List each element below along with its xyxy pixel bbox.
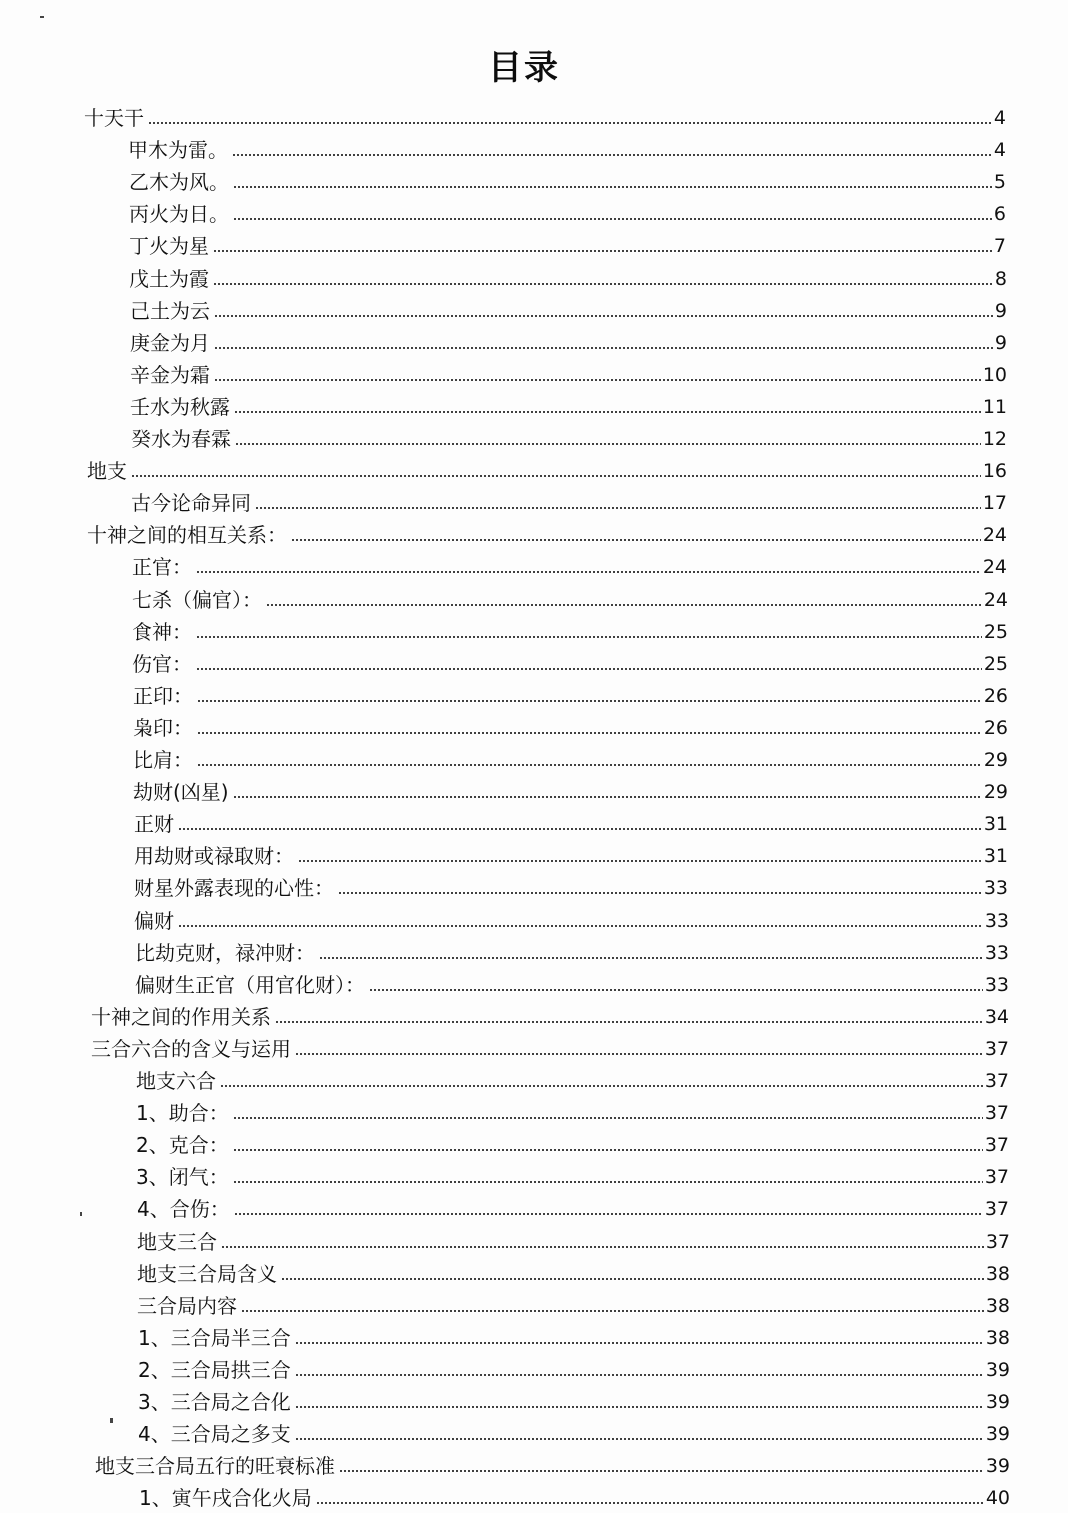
dot-leader: [275, 1018, 983, 1024]
dot-leader: [197, 761, 982, 767]
toc-entry-page-number: 29: [983, 781, 1008, 804]
dot-leader: [295, 1371, 984, 1377]
toc-entry-page-number: 33: [983, 877, 1008, 900]
toc-entry-label: 劫财(凶星): [133, 780, 229, 805]
toc-entry-label: 十神之间的相互关系：: [87, 523, 287, 548]
toc-entry-page-number: 33: [984, 941, 1009, 964]
dot-leader: [178, 825, 982, 831]
toc-entry-label: 1、三合局半三合: [138, 1325, 291, 1350]
toc-entry-label: 地支三合局含义: [137, 1261, 277, 1286]
toc-entry-label: 伤官：: [132, 651, 192, 676]
dot-leader: [178, 922, 983, 928]
toc-entry-label: 比劫克财，禄冲财：: [135, 940, 315, 965]
scan-speck: [40, 16, 44, 18]
toc-entry[interactable]: [130, 355, 1007, 387]
toc-entry[interactable]: [129, 194, 1006, 226]
toc-entry-label: 4、合伤：: [137, 1197, 230, 1222]
dot-leader: [214, 344, 993, 350]
toc-entry[interactable]: [129, 259, 1007, 291]
toc-entry[interactable]: [95, 1446, 1010, 1478]
toc-entry[interactable]: [132, 612, 1008, 644]
toc-entry[interactable]: [138, 1350, 1010, 1382]
dot-leader: [295, 1435, 984, 1441]
toc-entry-page-number: 38: [985, 1326, 1010, 1349]
dot-leader: [220, 1082, 983, 1088]
toc-entry-page-number: 26: [983, 684, 1008, 707]
dot-leader: [339, 1467, 984, 1473]
toc-entry-label: 正官：: [132, 555, 192, 580]
toc-entry-page-number: 31: [983, 813, 1008, 836]
dot-leader: [234, 408, 981, 414]
toc-entry[interactable]: [136, 1093, 1009, 1125]
toc-entry-page-number: 37: [984, 1070, 1009, 1092]
toc-entry[interactable]: [131, 483, 1007, 515]
dot-leader: [234, 1210, 983, 1216]
toc-entry-page-number: 11: [982, 395, 1007, 418]
scan-speck: [110, 1418, 113, 1423]
toc-entry[interactable]: [133, 740, 1008, 772]
toc-entry-page-number: 39: [985, 1455, 1010, 1478]
toc-entry[interactable]: [129, 162, 1006, 194]
toc-entry[interactable]: [138, 1318, 1010, 1350]
toc-entry[interactable]: [91, 997, 1009, 1029]
toc-entry[interactable]: [136, 1157, 1009, 1189]
dot-leader: [197, 697, 982, 703]
toc-entry[interactable]: [84, 98, 1006, 130]
toc-entry-page-number: 37: [984, 1198, 1009, 1221]
toc-entry-label: 己土为云: [130, 298, 210, 323]
dot-leader: [369, 986, 983, 992]
toc-entry[interactable]: [137, 1222, 1010, 1254]
toc-entry[interactable]: [138, 1414, 1010, 1446]
dot-leader: [281, 1275, 984, 1281]
page-title: 目录: [488, 48, 560, 88]
toc-entry[interactable]: [134, 836, 1008, 868]
toc-entry-label: 正财: [134, 812, 174, 837]
toc-entry-page-number: 37: [985, 1230, 1010, 1253]
toc-entry-page-number: 25: [983, 620, 1008, 643]
toc-entry-page-number: 26: [983, 716, 1008, 739]
toc-entry-page-number: 40: [985, 1487, 1010, 1510]
dot-leader: [295, 1403, 984, 1409]
toc-entry[interactable]: [137, 1254, 1010, 1286]
dot-leader: [233, 183, 992, 189]
toc-entry-label: 4、三合局之多支: [138, 1422, 291, 1447]
toc-entry-page-number: 38: [985, 1262, 1010, 1285]
toc-entry-label: 用劫财或禄取财：: [134, 844, 294, 869]
toc-entry[interactable]: [134, 804, 1008, 836]
toc-entry-label: 十天干: [84, 106, 144, 130]
toc-entry-page-number: 8: [994, 267, 1007, 290]
toc-entry[interactable]: [132, 644, 1008, 676]
dot-leader: [232, 151, 992, 157]
toc-entry-page-number: 24: [982, 556, 1007, 579]
toc-entry-page-number: 37: [984, 1166, 1009, 1189]
dot-leader: [291, 536, 981, 542]
toc-entry[interactable]: [138, 1382, 1010, 1414]
toc-entry-label: 2、克合：: [136, 1133, 229, 1158]
toc-entry-label: 庚金为月: [130, 330, 210, 355]
toc-entry-label: 比肩：: [133, 748, 193, 772]
toc-entry[interactable]: [87, 451, 1007, 483]
toc-entry-page-number: 10: [982, 363, 1007, 386]
dot-leader: [131, 472, 981, 478]
toc-entry-page-number: 17: [982, 492, 1007, 515]
toc-entry-page-number: 37: [984, 1102, 1009, 1125]
toc-entry[interactable]: [132, 547, 1007, 579]
dot-leader: [235, 440, 981, 446]
toc-entry[interactable]: [87, 515, 1007, 547]
toc-entry-page-number: 9: [994, 331, 1007, 354]
toc-entry-label: 财星外露表现的心性：: [134, 876, 334, 901]
toc-entry-page-number: 4: [993, 107, 1006, 129]
dot-leader: [233, 215, 992, 221]
dot-leader: [197, 729, 982, 735]
dot-leader: [295, 1339, 984, 1345]
toc-entry-label: 三合局内容: [137, 1293, 237, 1318]
dot-leader: [241, 1307, 984, 1313]
toc-entry-label: 3、三合局之合化: [138, 1390, 291, 1414]
toc-entry-label: 古今论命异同: [131, 491, 251, 516]
dot-leader: [233, 793, 982, 799]
toc-entry-label: 偏财生正官（用官化财）：: [135, 972, 365, 997]
toc-entry[interactable]: [136, 1125, 1009, 1157]
toc-entry-label: 偏财: [134, 908, 174, 933]
toc-entry-page-number: 5: [993, 171, 1006, 194]
toc-entry-label: 2、三合局拱三合: [138, 1357, 291, 1382]
toc-entry[interactable]: [130, 291, 1007, 323]
toc-entry-page-number: 37: [984, 1134, 1009, 1157]
toc-entry[interactable]: [136, 1061, 1009, 1093]
toc-entry-label: 丁火为星: [129, 234, 209, 259]
dot-leader: [213, 247, 992, 253]
dot-leader: [196, 633, 982, 639]
toc-entry[interactable]: [129, 226, 1006, 258]
toc-entry[interactable]: [133, 708, 1008, 740]
dot-leader: [233, 1146, 983, 1152]
toc-entry[interactable]: [91, 1029, 1009, 1061]
dot-leader: [196, 665, 982, 671]
toc-entry-label: 丙火为日。: [129, 202, 229, 227]
toc-entry[interactable]: [139, 1478, 1010, 1510]
dot-leader: [221, 1243, 984, 1249]
toc-entry-label: 3、闭气：: [136, 1165, 229, 1190]
toc-entry[interactable]: [131, 419, 1007, 451]
dot-leader: [214, 312, 993, 318]
toc-entry-label: 十神之间的作用关系: [91, 1004, 271, 1029]
toc-entry-label: 正印：: [133, 683, 193, 708]
toc-entry-page-number: 7: [993, 235, 1006, 258]
toc-entry[interactable]: [130, 387, 1007, 419]
toc-entry-label: 甲木为雷。: [128, 138, 228, 163]
toc-entry-label: 三合六合的含义与运用: [91, 1036, 291, 1061]
toc-entry-page-number: 38: [985, 1294, 1010, 1317]
dot-leader: [255, 504, 981, 510]
toc-entry-page-number: 24: [983, 588, 1008, 611]
toc-entry-label: 七杀（偏官）：: [132, 587, 262, 612]
toc-entry[interactable]: [134, 868, 1008, 900]
toc-entry[interactable]: [133, 676, 1008, 708]
toc-entry[interactable]: [135, 965, 1009, 997]
toc-entry-page-number: 6: [993, 203, 1006, 226]
toc-entry-label: 食神：: [132, 619, 192, 644]
toc-entry-page-number: 37: [984, 1037, 1009, 1060]
toc-entry-label: 1、助合：: [136, 1101, 229, 1126]
toc-entry-page-number: 33: [984, 909, 1009, 932]
toc-entry[interactable]: [134, 901, 1009, 933]
toc-entry[interactable]: [130, 323, 1007, 355]
dot-leader: [316, 1499, 984, 1505]
toc-entry-label: 地支: [87, 459, 127, 484]
toc-entry-label: 枭印：: [133, 715, 193, 740]
dot-leader: [196, 568, 981, 574]
toc-entry[interactable]: [137, 1286, 1010, 1318]
toc-entry-page-number: 34: [984, 1005, 1009, 1028]
toc-entry-label: 地支六合: [136, 1069, 216, 1093]
toc-entry[interactable]: [135, 933, 1009, 965]
toc-entry-page-number: 31: [983, 845, 1008, 868]
toc-entry-page-number: 12: [982, 428, 1007, 450]
toc-entry-label: 壬水为秋露: [130, 394, 230, 419]
dot-leader: [214, 376, 981, 382]
dot-leader: [213, 280, 993, 286]
dot-leader: [233, 1114, 983, 1120]
dot-leader: [295, 1050, 983, 1056]
toc-entry-label: 地支三合局五行的旺衰标准: [95, 1454, 335, 1479]
dot-leader: [266, 601, 982, 607]
toc-entry-label: 1、寅午戌合化火局: [139, 1486, 312, 1511]
toc-entry-page-number: 9: [994, 299, 1007, 322]
toc-entry[interactable]: [128, 130, 1006, 162]
toc-entry-label: 癸水为春霖: [131, 427, 231, 451]
toc-entry-page-number: 29: [983, 749, 1008, 771]
dot-leader: [338, 889, 982, 895]
toc-entry-page-number: 16: [982, 460, 1007, 483]
toc-entry-page-number: 39: [985, 1358, 1010, 1381]
toc-entry-page-number: 39: [985, 1423, 1010, 1446]
dot-leader: [233, 1178, 983, 1184]
toc-entry-page-number: 4: [993, 139, 1006, 162]
dot-leader: [298, 857, 982, 863]
scan-speck: [80, 1212, 82, 1216]
dot-leader: [148, 119, 992, 125]
dot-leader: [319, 954, 983, 960]
toc-entry-page-number: 33: [984, 973, 1009, 996]
toc-entry-label: 地支三合: [137, 1229, 217, 1254]
toc-entry[interactable]: [137, 1189, 1009, 1221]
toc-entry-page-number: 24: [982, 524, 1007, 547]
toc-entry[interactable]: [132, 580, 1008, 612]
toc-entry[interactable]: [133, 772, 1008, 804]
toc-entry-label: 戊土为霞: [129, 266, 209, 291]
toc-entry-page-number: 25: [983, 652, 1008, 675]
toc-entry-label: 乙木为风。: [129, 170, 229, 195]
toc-entry-label: 辛金为霜: [130, 362, 210, 387]
toc-entry-page-number: 39: [985, 1391, 1010, 1413]
